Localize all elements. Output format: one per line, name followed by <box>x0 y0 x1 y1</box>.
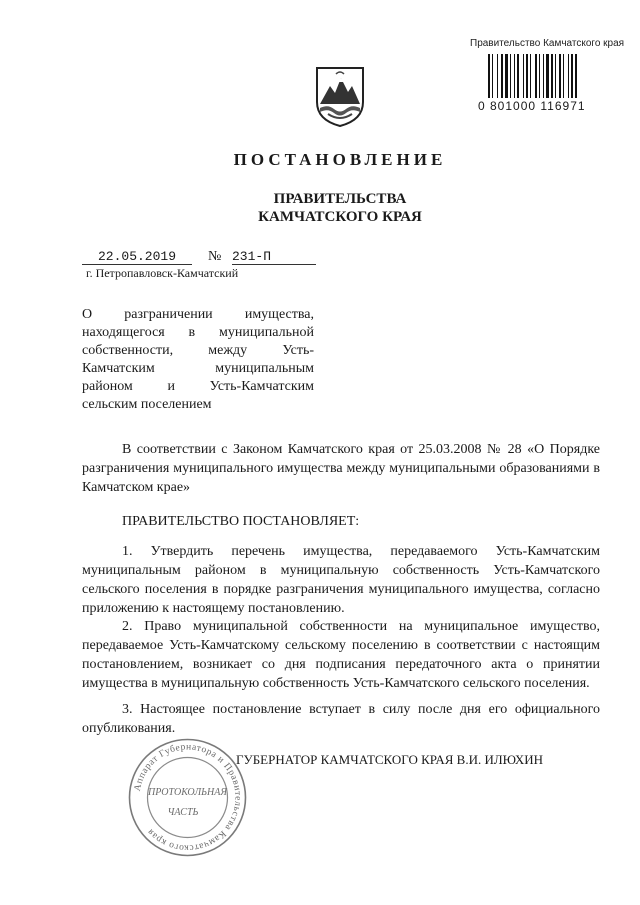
subject-line: Камчатским муниципальным <box>82 361 314 376</box>
subject-line: находящегося в муниципальной <box>82 325 314 340</box>
barcode-number: 0 801000 116971 <box>478 99 586 113</box>
seal-center-line-2: ЧАСТЬ <box>167 807 199 818</box>
issuer-line-1: ПРАВИТЕЛЬСТВА <box>273 191 407 207</box>
subject-line: районом и Усть-Камчатским <box>82 379 314 394</box>
registry-stamp-text: Правительство Камчатского края <box>470 38 625 49</box>
issuer-line-2: КАМЧАТСКОГО КРАЯ <box>258 209 422 225</box>
resolution-heading: ПРАВИТЕЛЬСТВО ПОСТАНОВЛЯЕТ: <box>122 514 360 529</box>
subject-line: сельским поселением <box>82 397 212 412</box>
official-seal-stamp <box>125 735 250 860</box>
governor-signature-line: ГУБЕРНАТОР КАМЧАТСКОГО КРАЯ В.И. ИЛЮХИН <box>236 752 544 767</box>
number-sign: № <box>208 249 222 264</box>
document-type-title: ПОСТАНОВЛЕНИЕ <box>233 150 447 169</box>
clause-1: 1. Утвердить перечень имущества, передаваемого Усть-Камчатским муниципальным районом в муниципальную собственность Усть-Камчатского сельского поселения в порядке разграничения муниципального имущества, согласно приложению к настоящему постановлению. <box>82 544 600 616</box>
subject-line: О разграничении имущества, <box>82 307 314 322</box>
document-number: 231-П <box>232 249 316 265</box>
subject-line: собственности, между Усть- <box>82 343 314 358</box>
clause-2: 2. Право муниципальной собственности на муниципальное имущество, передаваемое Усть-Камчатскому сельскому поселению в соответствии с настоящим постановлением, возникает со дня подписания передаточного акта о принятии имущества в муниципальную собственность Усть-Камчатского сельского поселения. <box>82 619 600 691</box>
clause-3: 3. Настоящее постановление вступает в силу после дня его официального опубликования. <box>82 702 600 736</box>
preamble-paragraph: В соответствии с Законом Камчатского края от 25.03.2008 № 28 «О Порядке разграничения муниципального имущества между муниципальными образованиями в Камчатском крае» <box>82 442 600 495</box>
seal-center-line-1: ПРОТОКОЛЬНАЯ <box>148 787 227 798</box>
document-date: 22.05.2019 <box>82 249 192 265</box>
kamchatka-coat-of-arms-icon <box>314 66 366 128</box>
seal-ring-text: Аппарат Губернатора и Правительства Камчатского края <box>132 742 243 853</box>
document-subject <box>82 306 314 414</box>
barcode <box>488 54 618 98</box>
issue-city: г. Петропавловск-Камчатский <box>86 266 239 280</box>
